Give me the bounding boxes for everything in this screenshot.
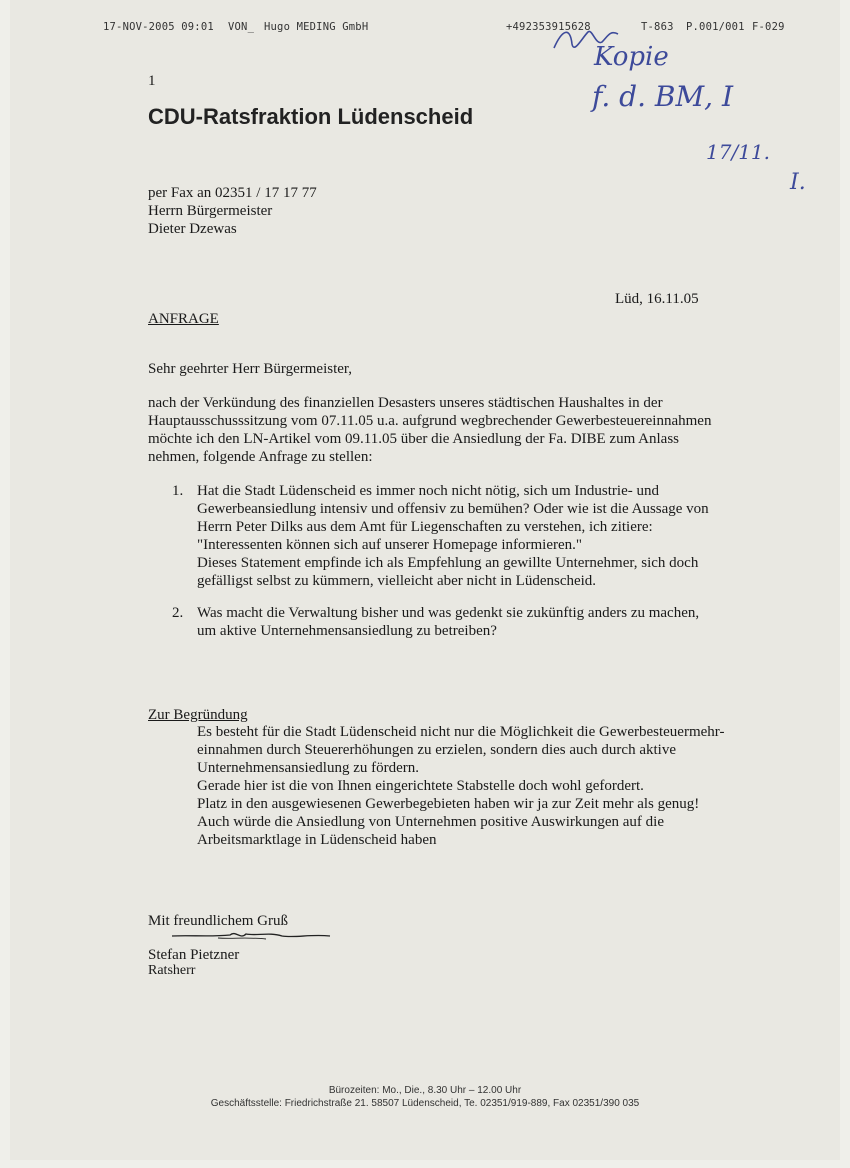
letter-date: Lüd, 16.11.05 <box>615 291 699 307</box>
handwritten-mark: I. <box>790 170 806 195</box>
question-line: Herrn Peter Dilks aus dem Amt für Liegenschaften zu verstehen, ich zitiere: <box>197 519 653 535</box>
intro-line: nehmen, folgende Anfrage zu stellen: <box>148 449 373 465</box>
question-line: Hat die Stadt Lüdenscheid es immer noch nicht nötig, sich um Industrie- und <box>197 483 659 499</box>
recipient-block <box>148 184 317 238</box>
reason-paragraph <box>197 723 724 849</box>
handwritten-routing: f. d. BM, I <box>592 80 733 113</box>
fax-datetime: 17-NOV-2005 09:01 <box>103 21 214 33</box>
fax-company: Hugo MEDING GmbH <box>264 21 369 33</box>
intro-line: möchte ich den LN-Artikel vom 09.11.05 über die Ansiedlung der Fa. DIBE zum Anlass <box>148 431 680 447</box>
question-number: 1. <box>172 483 184 499</box>
question-line: Gewerbeansiedlung intensiv und offensiv zu bemühen? Oder wie ist die Aussage von <box>197 501 709 517</box>
handwritten-date: 17/11. <box>706 140 770 164</box>
question-item <box>197 482 709 590</box>
fax-phone: +492353915628 <box>506 21 591 33</box>
closing: Mit freundlichem Gruß <box>148 913 288 929</box>
reason-line: Platz in den ausgewiesenen Gewerbegebieten haben wir ja zur Zeit mehr als genug! <box>197 796 700 812</box>
reason-line: Arbeitsmarktlage in Lüdenscheid haben <box>197 832 437 848</box>
reason-line: einnahmen durch Steuererhöhungen zu erzielen, sondern dies auch durch aktive <box>197 742 676 758</box>
footer-address: Geschäftsstelle: Friedrichstraße 21. 58507 Lüdenscheid, Te. 02351/919-889, Fax 02351/390 035 <box>210 1098 640 1109</box>
signature <box>170 926 335 944</box>
signer-name: Stefan Pietzner <box>148 947 240 963</box>
fax-page: P.001/001 <box>686 21 745 33</box>
reason-line: Es besteht für die Stadt Lüdenscheid nicht nur die Möglichkeit die Gewerbesteuermehr- <box>197 724 725 740</box>
intro-line: nach der Verkündung des finanziellen Desasters unseres städtischen Haushaltes in der <box>148 395 663 411</box>
question-line: gefälligst selbst zu kümmern, vielleicht aber nicht in Lüdenscheid. <box>197 573 597 589</box>
footer-office-hours: Bürozeiten: Mo., Die., 8.30 Uhr – 12.00 Uhr <box>328 1085 522 1096</box>
question-number: 2. <box>172 605 184 621</box>
fax-from: VON_ <box>228 21 255 33</box>
salutation: Sehr geehrter Herr Bürgermeister, <box>148 361 353 377</box>
reason-line: Gerade hier ist die von Ihnen eingerichtete Stabstelle doch wohl gefordert. <box>197 778 644 794</box>
question-line: Dieses Statement empfinde ich als Empfehlung an gewillte Unternehmer, sich doch <box>197 555 699 571</box>
handwritten-kopie: Kopie <box>594 42 669 72</box>
fax-form: F-029 <box>752 21 785 33</box>
recipient-fax-line: per Fax an 02351 / 17 17 77 <box>148 185 317 201</box>
question-line: "Interessenten können sich auf unserer Homepage informieren." <box>197 537 583 553</box>
question-line: um aktive Unternehmensansiedlung zu betreiben? <box>197 623 497 639</box>
recipient-title: Herrn Bürgermeister <box>148 203 273 219</box>
recipient-name: Dieter Dzewas <box>148 221 237 237</box>
reason-line: Auch würde die Ansiedlung von Unternehmen positive Auswirkungen auf die <box>197 814 664 830</box>
reason-line: Unternehmensansiedlung zu fördern. <box>197 760 420 776</box>
signer-title: Ratsherr <box>148 963 196 978</box>
page-number: 1 <box>148 73 156 89</box>
subject-heading: ANFRAGE <box>148 311 219 327</box>
footer <box>0 1084 850 1110</box>
intro-line: Hauptausschusssitzung vom 07.11.05 u.a. aufgrund wegbrechender Gewerbesteuereinnahmen <box>148 413 712 429</box>
question-line: Was macht die Verwaltung bisher und was gedenkt sie zukünftig anders zu machen, <box>197 605 700 621</box>
fax-transmission-id: T-863 <box>641 21 674 33</box>
question-item <box>197 604 699 640</box>
intro-paragraph <box>148 394 711 466</box>
letterhead-title: CDU-Ratsfraktion Lüdenscheid <box>148 104 474 129</box>
reason-heading: Zur Begründung <box>148 707 248 723</box>
